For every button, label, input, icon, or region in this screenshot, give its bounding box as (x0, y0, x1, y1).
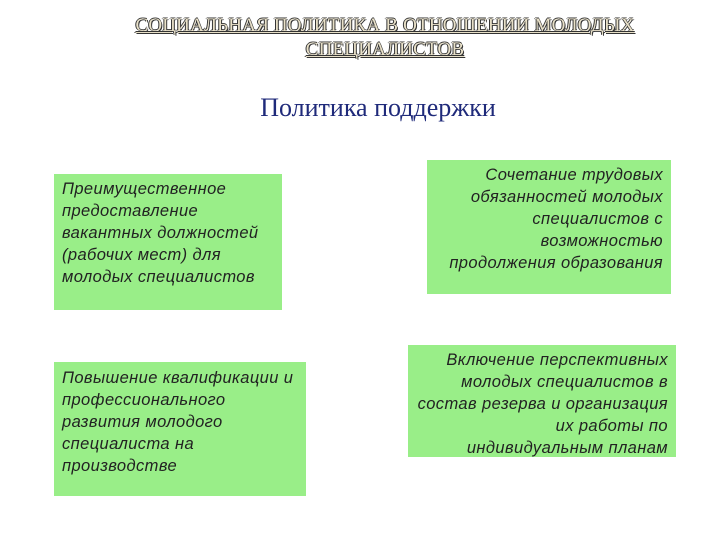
slide-subtitle: Политика поддержки (260, 93, 496, 122)
policy-box-vacancy-priority: Преимущественное предоставление вакантных должностей (рабочих мест) для молодых специалистов (54, 174, 282, 310)
policy-box-reserve-inclusion: Включение перспективных молодых специалистов в состав резерва и организация их работы по индивидуальным планам (408, 345, 676, 457)
slide-title: СОЦИАЛЬНАЯ ПОЛИТИКА В ОТНОШЕНИИ МОЛОДЫХ СПЕЦИАЛИСТОВ (135, 15, 635, 60)
policy-box-qualification: Повышение квалификации и профессионального развития молодого специалиста на производстве (54, 362, 306, 496)
policy-box-work-education: Сочетание трудовых обязанностей молодых специалистов с возможностью продолжения образования (427, 160, 671, 294)
